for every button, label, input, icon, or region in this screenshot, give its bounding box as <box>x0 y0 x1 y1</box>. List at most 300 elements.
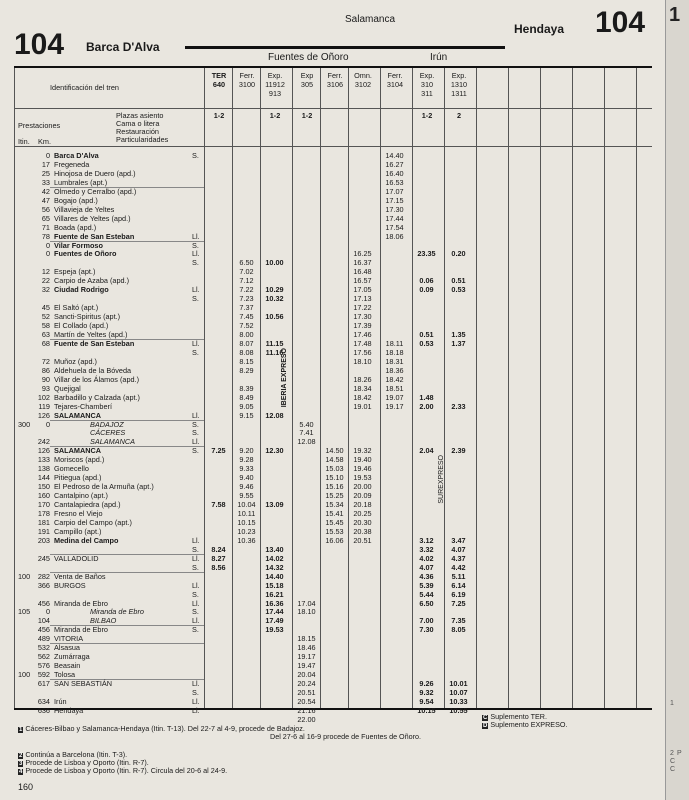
departure-time: 8.07 <box>239 338 254 348</box>
arr-dep-mark: S. <box>192 428 199 438</box>
departure-time: 20.38 <box>353 526 372 536</box>
departure-time: 19.17 <box>297 652 316 662</box>
label-km: Km. <box>38 137 51 146</box>
departure-time: 8.15 <box>239 356 254 366</box>
station-km: 25 <box>41 168 50 178</box>
train-id-l2: 305 <box>300 80 314 89</box>
station-name: Ciudad Rodrigo <box>54 285 109 295</box>
train-id-l1: Ferr. <box>239 71 255 80</box>
arr-dep-mark: S. <box>192 607 199 617</box>
column-divider <box>508 68 509 708</box>
station-km: 170 <box>37 500 50 510</box>
column-divider <box>412 68 413 708</box>
departure-time: 20.09 <box>353 491 372 501</box>
next-page-edge <box>665 0 689 800</box>
seat-class: 1-2 <box>301 111 313 120</box>
station-km: 47 <box>41 195 50 205</box>
station-name: SALAMANCA <box>54 446 102 456</box>
station-name: Fuentes de Oñoro <box>54 249 117 259</box>
label-prestaciones: Prestaciones <box>18 121 61 130</box>
arr-dep-mark: Ll. <box>192 231 200 241</box>
arr-dep-mark: Ll. <box>192 705 200 715</box>
station-km: 636 <box>37 705 50 715</box>
departure-time: 10.11 <box>237 509 256 518</box>
departure-time: 7.02 <box>239 267 254 277</box>
top-border <box>14 66 652 68</box>
station-name: Aldehuela de la Bóveda <box>54 365 132 375</box>
departure-time: 17.22 <box>353 303 372 313</box>
departure-time: 17.46 <box>353 330 372 339</box>
departure-time: 10.15 <box>237 517 256 527</box>
station-km: 138 <box>37 464 50 474</box>
footnote-d: Suplemento EXPRESO. <box>490 720 568 729</box>
seat-class: 1-2 <box>269 111 281 120</box>
arr-dep-mark: Ll. <box>192 553 200 563</box>
train-id-l2: 3102 <box>354 80 372 89</box>
station-name: Miranda de Ebro <box>54 625 108 635</box>
train-id-l2: 3106 <box>326 80 344 89</box>
station-name: Tolosa <box>54 670 76 680</box>
station-km: 17 <box>41 159 50 169</box>
arr-dep-mark: S. <box>192 544 199 554</box>
departure-time: 7.58 <box>211 500 226 510</box>
station-km: 144 <box>37 473 50 483</box>
departure-time: 9.28 <box>239 455 254 465</box>
departure-time: 3.32 <box>419 544 434 554</box>
arr-dep-mark: S. <box>192 419 199 429</box>
itinerary-number: 100 <box>18 571 31 581</box>
arr-dep-mark: S. <box>192 347 199 357</box>
column-divider <box>572 68 573 708</box>
station-name: Tejares-Chamberí <box>54 401 112 411</box>
departure-time: 9.32 <box>419 688 434 697</box>
departure-time: 15.45 <box>325 517 344 527</box>
departure-time: 9.05 <box>239 401 254 411</box>
label-restauracion: Restauración <box>116 127 159 136</box>
departure-time: 2.39 <box>451 446 466 456</box>
station-km: 0 <box>45 249 50 259</box>
station-km: 65 <box>41 213 50 223</box>
departure-time: 20.54 <box>297 696 316 706</box>
departure-time: 14.32 <box>265 562 284 572</box>
label-cama: Cama o litera <box>116 119 160 128</box>
station-km: 42 <box>41 186 50 196</box>
departure-time: 9.33 <box>239 464 254 474</box>
departure-time: 3.12 <box>419 535 434 545</box>
next-page-mark: C <box>670 758 676 765</box>
departure-time: 15.34 <box>325 500 344 510</box>
departure-time: 5.11 <box>451 571 466 581</box>
next-page-mark: 1 <box>670 700 674 707</box>
departure-time: 9.26 <box>419 679 434 689</box>
departure-time: 12.08 <box>297 437 316 447</box>
departure-time: 9.20 <box>239 446 254 456</box>
station-km: 126 <box>37 446 50 456</box>
departure-time: 19.53 <box>265 625 284 635</box>
footnote-3: Procede de Lisboa y Oporto (Itin. R-7). <box>25 758 149 767</box>
station-name: Barbadillo y Calzada (apt.) <box>54 392 140 402</box>
departure-time: 2.04 <box>419 446 434 456</box>
departure-time: 19.53 <box>353 473 372 483</box>
page-number: 160 <box>18 782 34 792</box>
station-name: VALLADOLID <box>54 553 99 563</box>
departure-time: 16.36 <box>265 598 284 608</box>
table-number-left: 104 <box>14 28 65 61</box>
arr-dep-mark: S. <box>192 151 199 160</box>
via-irun: Irún <box>430 52 448 63</box>
departure-time: 19.01 <box>353 401 372 411</box>
departure-time: 6.19 <box>451 589 466 599</box>
arr-dep-mark: Ll. <box>192 598 200 608</box>
departure-time: 14.02 <box>265 553 284 563</box>
itinerary-number: 105 <box>18 607 31 617</box>
station-name: Muñoz (apd.) <box>54 356 97 366</box>
footnote-4: Procede de Lisboa y Oporto (Itin. R-7). Circula del 20-6 al 24-9. <box>25 766 228 775</box>
footnote-c: Suplemento TER. <box>490 712 547 721</box>
station-km: 58 <box>41 321 50 331</box>
departure-time: 8.24 <box>211 544 226 554</box>
next-page-mark: P <box>677 750 682 757</box>
departure-time: 0.51 <box>451 276 466 286</box>
departure-time: 11.15 <box>265 338 284 348</box>
departure-time: 20.51 <box>353 535 372 545</box>
departure-time: 18.18 <box>385 347 404 357</box>
departure-time: 18.42 <box>385 374 404 384</box>
station-km: 366 <box>37 580 50 590</box>
departure-time: 19.07 <box>385 392 404 402</box>
station-name: Quejigal <box>54 383 81 393</box>
station-km: 93 <box>41 383 50 393</box>
departure-time: 16.48 <box>353 267 372 277</box>
departure-time: 8.29 <box>239 365 254 375</box>
arr-dep-mark: S. <box>192 589 199 599</box>
station-km: 71 <box>41 222 50 232</box>
station-name: Moriscos (apd.) <box>54 455 105 465</box>
station-km: 456 <box>37 598 50 608</box>
station-km: 72 <box>41 356 50 366</box>
departure-time: 7.22 <box>239 285 254 295</box>
station-separator <box>50 420 204 421</box>
arr-dep-mark: Ll. <box>192 580 200 590</box>
arr-dep-mark: Ll. <box>192 249 200 259</box>
timetable-page: 104 Barca D'Alva Salamanca Fuentes de Oñoro Irún Hendaya 104 TER 640 Ferr. 3100 Exp. 11912 913 Exp 305 Ferr. 3106 Omn. 3102 Ferr. 3104 Exp. 310 311 Exp. 1310 1311 1-2 1-2 1-2 1-2 2 0 Barca D'Alva S. 17 Fregeneda 25 Hinojosa de Duero (apd.) 33 Lumbrales (apt.) 42 Olmedo y Cerralbo (apd.) 47 Bogajo (apd.) 56 Villavieja de Yeltes 65 Villares de Yeltes (apd.) 71 Boada (apd.) 78 Fuente de San Esteban Ll. 0 Vilar Formoso S. 0 Fuentes de Oñoro Ll. S. 12 Espeja (apt.) 22 Carpio de Azaba (apd.) 32 Ciudad Rodrigo Ll. S. 45 El Saltó (apt.) 52 Sancti-Spiritus (apt.) 58 El Collado (apd.) 63 Martín de Yeltes (apd.) 68 Fuente de San Esteban Ll. S. 72 Muñoz (apd.) 86 Aldehuela de la Bóveda 90 Villar de los Álamos (apd.) 93 Quejigal 102 Barbadillo y Calzada (apt.) 119 Tejares-Chamberí 126 SALAMANCA Ll. 300 0 BADAJOZ S. CÁCERES S. 242 SALAMANCA Ll. 126 SALAMANCA S. 133 Moriscos (apd.) 138 Gomecello 144 Pitiegua (apd.) 150 El Pedroso de la Armuña (apt.) 160 Cantalpino (apt.) 170 Cantalapiedra (apd.) 178 Fresno el Viejo 181 Carpio del Campo (apt.) 191 Campillo (apt.) 203 Medina del Campo Ll. S. 245 VALLADOLID Ll. S. 100 282 Venta de Baños 366 BURGOS Ll. S. 456 Miranda de Ebro Ll. 105 0 Miranda de Ebro S. 104 BILBAO Ll. 456 Miranda de Ebro S. 489 VITORIA 532 Alsasua 562 Zumárraga 576 Beasain 100 592 Tolosa 617 SAN SEBASTIÁN Ll. S. 634 Irún Ll. 636 Hendaya Ll. 14.40 16.27 16.40 16.53 17.07 17.15 17.30 17.44 17.54 18.06 16.25 23.35 0.20 6.50 10.00 16.37 7.02 16.48 7.12 16.57 0.06 0.51 7.22 10.29 17.05 0.09 0.53 7.23 10.32 17.13 7.37 17.22 7.45 10.56 17.30 7.52 17.39 8.00 17.46 0.51 1.35 8.07 11.15 17.48 18.11 0.53 1.37 8.08 11.16 17.56 18.18 8.15 18.10 18.31 8.29 18.36 18.26 18.42 8.39 18.34 18.51 8.49 18.42 19.07 1.48 9.05 19.01 19.17 2.00 2.33 9.15 12.08 5.40 7.41 12.08 7.25 9.20 12.30 14.50 19.32 2.04 2.39 9.28 14.58 19.40 9.33 15.03 19.46 9.40 15.10 19.53 9.46 15.16 20.00 9.55 15.25 20.09 7.58 10.04 13.09 15.34 20.18 10.11 15.41 20.25 10.15 15.45 20.30 10.23 15.53 20.38 10.36 16.06 20.51 3.12 3.47 8.24 13.40 3.32 4.07 8.27 14.02 4.02 4.37 8.56 14.32 4.07 4.42 14.40 4.36 5.11 15.18 5.39 6.14 16.21 5.44 6.19 16.36 17.04 6.50 7.25 17.44 18.10 17.49 7.00 7.35 19.53 7.30 8.05 18.15 18.46 19.17 19.47 20.04 20.24 9.26 10.01 20.51 9.32 10.07 20.54 9.54 10.33 21.16 10.15 10.55 22.00 Identificación del tren Prestaciones Plazas asiento Cama o litera Restauración Particularidades Itin. Km. IBERIA EXPRESO SUREXPRESO 1 Cáceres-Bilbao y Salamanca-Hendaya (Itin. T-13). Del 22-7 al 4-9, procede de Badajoz. Del 27-6 al 16-9 procede de Fuentes de Oñoro. 2 Continúa a Barcelona (Itin. T-3). 3 Procede de Lisboa y Oporto (Itin. R-7). 4 Procede de Lisboa y Oporto (Itin. R-7). Circula del 20-6 al 24-9. C Suplemento TER. D Suplemento EXPRESO. 160 <box>0 0 665 800</box>
departure-time: 7.12 <box>239 276 254 286</box>
arr-dep-mark: Ll. <box>192 696 200 706</box>
departure-time: 20.24 <box>297 679 316 689</box>
station-name: Fuente de San Esteban <box>54 338 135 348</box>
table-number-right: 104 <box>595 6 646 39</box>
departure-time: 17.48 <box>353 338 372 348</box>
departure-time: 7.30 <box>419 625 434 635</box>
departure-time: 16.53 <box>385 177 404 187</box>
train-id-l1: Exp. <box>451 71 467 80</box>
departure-time: 7.37 <box>239 303 254 313</box>
departure-time: 16.37 <box>353 258 372 268</box>
station-km: 576 <box>37 661 50 671</box>
station-km: 456 <box>37 625 50 635</box>
departure-time: 8.39 <box>239 383 254 393</box>
departure-time: 17.39 <box>353 321 372 331</box>
column-divider <box>604 68 605 708</box>
row-divider <box>14 108 652 109</box>
departure-time: 16.21 <box>265 589 284 599</box>
arr-dep-mark: S. <box>192 562 199 572</box>
train-id-l2: 1310 <box>450 80 468 89</box>
label-particularidades: Particularidades <box>116 135 169 144</box>
departure-time: 4.37 <box>451 553 466 563</box>
departure-time: 20.30 <box>353 517 372 527</box>
bottom-border <box>14 708 652 710</box>
arr-dep-mark: Ll. <box>192 410 200 420</box>
departure-time: 19.32 <box>353 446 372 456</box>
station-name: Bogajo (apd.) <box>54 195 98 205</box>
arr-dep-mark: S. <box>192 446 199 456</box>
departure-time: 12.30 <box>265 446 284 456</box>
departure-time: 10.15 <box>417 705 436 715</box>
station-km: 56 <box>41 204 50 214</box>
departure-time: 17.30 <box>385 204 404 214</box>
footnote-2: Continúa a Barcelona (Itin. T-3). <box>25 750 128 759</box>
departure-time: 4.36 <box>419 571 434 581</box>
departure-time: 18.26 <box>353 374 372 384</box>
column-divider <box>636 68 637 708</box>
station-km: 0 <box>45 151 50 160</box>
row-divider <box>14 146 652 147</box>
station-name: BILBAO <box>90 616 117 626</box>
seat-class: 1-2 <box>421 111 433 120</box>
label-ident: Identificación del tren <box>50 83 119 92</box>
departure-time: 15.10 <box>325 473 344 483</box>
departure-time: 15.41 <box>325 509 344 518</box>
station-name: Espeja (apt.) <box>54 267 96 277</box>
station-name: Miranda de Ebro <box>54 598 108 608</box>
departure-time: 8.56 <box>211 562 226 572</box>
station-km: 22 <box>41 276 50 286</box>
station-name: Hendaya <box>54 705 84 715</box>
station-name: Villares de Yeltes (apd.) <box>54 213 131 223</box>
train-id-l2: 640 <box>212 80 226 89</box>
station-km: 617 <box>37 679 50 689</box>
departure-time: 0.53 <box>419 338 434 348</box>
departure-time: 10.36 <box>237 535 256 545</box>
station-name: BADAJOZ <box>90 419 124 429</box>
station-km: 191 <box>37 526 50 536</box>
departure-time: 0.51 <box>419 330 434 339</box>
station-name: Barca D'Alva <box>54 151 99 160</box>
departure-time: 22.00 <box>297 714 316 724</box>
departure-time: 4.07 <box>451 544 466 554</box>
station-km: 0 <box>45 240 50 250</box>
station-name: Medina del Campo <box>54 535 119 545</box>
train-id-l3: 311 <box>421 89 433 98</box>
station-km: 45 <box>41 303 50 313</box>
train-id-l3: 1311 <box>451 89 467 98</box>
departure-time: 7.41 <box>299 428 314 438</box>
train-id-l1: Exp. <box>267 71 283 80</box>
station-km: 104 <box>37 616 50 626</box>
departure-time: 18.46 <box>297 643 316 653</box>
station-name: Lumbrales (apt.) <box>54 177 108 187</box>
departure-time: 10.07 <box>449 688 468 697</box>
header-rule <box>185 46 505 49</box>
column-divider <box>444 68 445 708</box>
station-name: Sancti-Spiritus (apt.) <box>54 312 121 322</box>
station-km: 532 <box>37 643 50 653</box>
station-name: Fregeneda <box>54 159 90 169</box>
station-name: Martín de Yeltes (apd.) <box>54 330 128 339</box>
column-divider <box>14 68 15 708</box>
departure-time: 7.25 <box>211 446 226 456</box>
departure-time: 12.08 <box>265 410 284 420</box>
station-km: 0 <box>45 419 50 429</box>
arr-dep-mark: Ll. <box>192 535 200 545</box>
departure-time: 7.35 <box>451 616 466 626</box>
departure-time: 13.40 <box>265 544 284 554</box>
itinerary-number: 100 <box>18 670 31 680</box>
station-name: SALAMANCA <box>54 410 102 420</box>
departure-time: 0.20 <box>451 249 466 259</box>
departure-time: 10.32 <box>265 294 284 304</box>
station-km: 133 <box>37 455 50 465</box>
departure-time: 15.03 <box>325 464 344 474</box>
departure-time: 13.09 <box>265 500 284 510</box>
station-name: Beasain <box>54 661 81 671</box>
column-divider <box>204 68 205 708</box>
station-name: Cantalpino (apt.) <box>54 491 108 501</box>
departure-time: 8.27 <box>211 553 226 563</box>
station-km: 489 <box>37 634 50 644</box>
train-id-l1: Omn. <box>354 71 372 80</box>
station-name: CÁCERES <box>90 428 126 438</box>
arr-dep-mark: S. <box>192 240 199 250</box>
departure-time: 17.30 <box>353 312 372 322</box>
train-id-l3: 913 <box>268 89 282 98</box>
station-km: 33 <box>41 177 50 187</box>
departure-time: 18.10 <box>297 607 316 617</box>
departure-time: 17.07 <box>385 186 404 196</box>
station-name: Zumárraga <box>54 652 90 662</box>
train-id-l1: Ferr. <box>327 71 343 80</box>
station-km: 102 <box>37 392 50 402</box>
departure-time: 5.39 <box>419 580 434 590</box>
departure-time: 4.07 <box>419 562 434 572</box>
station-km: 126 <box>37 410 50 420</box>
origin-station: Barca D'Alva <box>86 40 160 54</box>
itinerary-number: 300 <box>18 419 31 429</box>
departure-time: 23.35 <box>417 249 436 259</box>
departure-time: 17.44 <box>385 213 404 223</box>
departure-time: 4.42 <box>451 562 466 572</box>
departure-time: 2.00 <box>419 401 434 411</box>
arr-dep-mark: Ll. <box>192 285 200 295</box>
departure-time: 17.13 <box>353 294 372 304</box>
departure-time: 20.00 <box>353 482 372 492</box>
departure-time: 9.54 <box>419 696 434 706</box>
departure-time: 5.44 <box>419 589 434 599</box>
station-name: SAN SEBASTIÁN <box>54 679 112 689</box>
departure-time: 2.33 <box>451 401 466 411</box>
departure-time: 16.57 <box>353 276 372 286</box>
footnote-1b: Del 27-6 al 16-9 procede de Fuentes de Oñoro. <box>270 732 422 741</box>
departure-time: 10.55 <box>449 705 468 715</box>
departure-time: 15.53 <box>325 526 344 536</box>
departure-time: 8.49 <box>239 392 254 402</box>
station-name: Vilar Formoso <box>54 240 103 250</box>
station-name: Olmedo y Cerralbo (apd.) <box>54 186 137 196</box>
station-name: Irún <box>54 696 67 706</box>
station-name: El Pedroso de la Armuña (apt.) <box>54 482 154 492</box>
via-fuentes: Fuentes de Oñoro <box>268 52 349 63</box>
departure-time: 14.58 <box>325 455 344 465</box>
station-name: Venta de Baños <box>54 571 106 581</box>
seat-class: 2 <box>456 111 462 120</box>
departure-time: 6.50 <box>239 258 254 268</box>
departure-time: 6.50 <box>419 598 434 608</box>
station-km: 78 <box>41 231 50 241</box>
departure-time: 16.40 <box>385 168 404 178</box>
departure-time: 17.04 <box>297 598 316 608</box>
departure-time: 18.36 <box>385 365 404 375</box>
departure-time: 10.33 <box>449 696 468 706</box>
departure-time: 17.44 <box>265 607 284 617</box>
departure-time: 14.50 <box>325 446 344 456</box>
departure-time: 19.47 <box>297 661 316 671</box>
iberia-expreso-label: IBERIA EXPRESO <box>281 348 288 408</box>
station-km: 160 <box>37 491 50 501</box>
station-name: Cantalapiedra (apd.) <box>54 500 121 510</box>
station-km: 86 <box>41 365 50 375</box>
departure-time: 9.15 <box>239 410 254 420</box>
departure-time: 1.48 <box>419 392 434 402</box>
station-km: 242 <box>37 437 50 447</box>
column-divider <box>540 68 541 708</box>
next-page-mark: C <box>670 766 676 773</box>
arr-dep-mark: Ll. <box>192 437 200 447</box>
departure-time: 9.40 <box>239 473 254 483</box>
train-id-l1: Exp. <box>419 71 435 80</box>
station-km: 178 <box>37 509 50 518</box>
departure-time: 10.29 <box>265 285 284 295</box>
departure-time: 17.49 <box>265 616 284 626</box>
departure-time: 20.04 <box>297 670 316 680</box>
departure-time: 14.40 <box>265 571 284 581</box>
departure-time: 18.15 <box>297 634 316 644</box>
departure-time: 18.11 <box>385 338 404 348</box>
departure-time: 11.16 <box>265 347 284 357</box>
station-name: El Collado (apd.) <box>54 321 109 331</box>
arr-dep-mark: Ll. <box>192 338 200 348</box>
station-name: Hinojosa de Duero (apd.) <box>54 168 136 178</box>
footnote-1: Cáceres-Bilbao y Salamanca-Hendaya (Itin. T-13). Del 22-7 al 4-9, procede de Badajoz. <box>25 724 305 733</box>
train-id-l2: 310 <box>420 80 434 89</box>
departure-time: 16.25 <box>353 249 372 259</box>
station-km: 68 <box>41 338 50 348</box>
departure-time: 19.17 <box>385 401 404 411</box>
surexpreso-label: SUREXPRESO <box>438 455 445 504</box>
departure-time: 18.31 <box>385 356 404 366</box>
arr-dep-mark: S. <box>192 625 199 635</box>
departure-time: 7.25 <box>451 598 466 608</box>
arr-dep-mark: S. <box>192 294 199 304</box>
departure-time: 15.16 <box>325 482 344 492</box>
departure-time: 18.42 <box>353 392 372 402</box>
station-name: Pitiegua (apd.) <box>54 473 102 483</box>
station-name: Carpio del Campo (apt.) <box>54 517 132 527</box>
station-name: Miranda de Ebro <box>90 607 144 617</box>
departure-time: 7.52 <box>239 321 254 331</box>
station-name: El Saltó (apt.) <box>54 303 99 313</box>
departure-time: 0.53 <box>451 285 466 295</box>
